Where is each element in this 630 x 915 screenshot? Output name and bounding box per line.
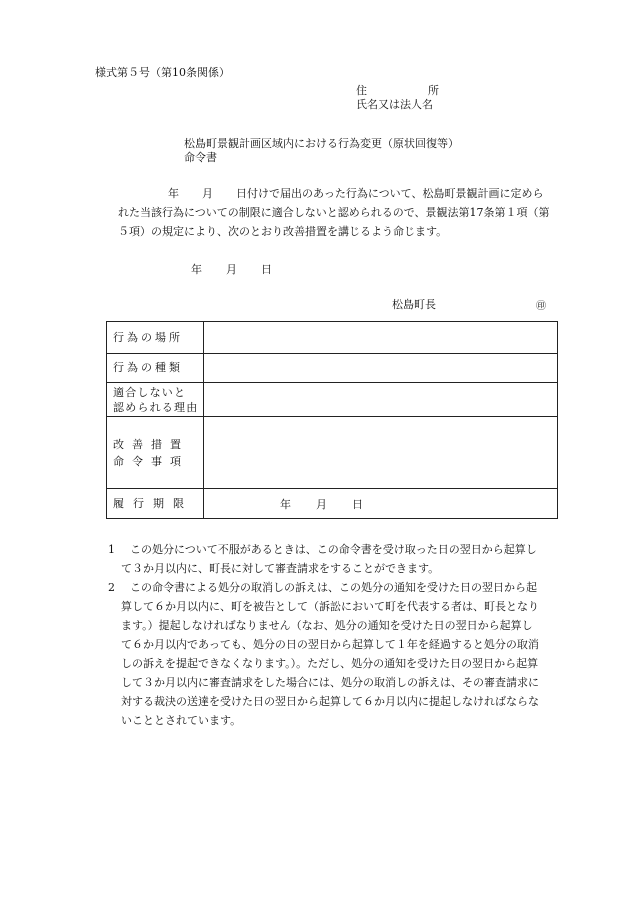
note-1-line-1: この処分について不服があるときは、この命令書を受け取った日の翌日から起算し — [130, 543, 537, 556]
issue-date — [191, 263, 272, 277]
note-2-line-1: この命令書による処分の取消しの訴えは、この処分の通知を受けた日の翌日から起 — [130, 581, 537, 594]
label-place: 行為の場所 — [107, 322, 204, 354]
seal-icon: ㊞ — [536, 301, 546, 312]
issue-date-day: 日 — [261, 263, 272, 276]
body-paragraph-line-3: ５項）の規定により、次のとおり改善措置を講じるよう命じます。 — [118, 225, 448, 238]
value-type[interactable] — [204, 354, 558, 383]
issue-date-year: 年 — [191, 263, 202, 276]
document-title-sub: 命令書 — [184, 151, 217, 164]
value-reason[interactable] — [204, 383, 558, 417]
note-2-line-3: ます。）提起しなければなりません（なお、処分の通知を受けた日の翌日から起算し — [121, 619, 533, 632]
address-label-char-2: 所 — [428, 84, 439, 97]
label-reason-line-2: 認められる理由 — [113, 400, 199, 414]
deadline-month: 月 — [316, 497, 327, 511]
note-2-line-8: いこととされています。 — [121, 714, 242, 727]
form-number: 様式第５号（第10条関係） — [95, 66, 230, 79]
note-2-line-6: して３か月以内に審査請求をした場合には、処分の取消しの訴えは、その審査請求に — [121, 676, 539, 689]
table-row-measures — [107, 417, 558, 489]
table-row-place — [107, 322, 558, 354]
label-reason-line-1: 適合しないと — [113, 385, 187, 399]
body-year: 年 — [168, 187, 179, 200]
name-label: 氏名又は法人名 — [356, 98, 433, 111]
note-1 — [108, 540, 537, 559]
table-row-deadline — [107, 489, 558, 519]
label-measures-line-1: 改善措置 — [113, 437, 189, 451]
body-paragraph-line-1 — [168, 187, 543, 201]
note-1-line-2: て３か月以内に、町長に対して審査請求をすることができます。 — [121, 562, 440, 575]
deadline-date — [204, 496, 557, 512]
mayor-signature: 松島町長 — [392, 298, 436, 311]
value-measures[interactable] — [204, 417, 558, 489]
note-2-number: 2 — [108, 581, 115, 594]
address-label-char-1: 住 — [356, 84, 367, 97]
body-paragraph-line-2: れた当該行為についての制限に適合しないと認められるので、景観法第17条第１項（第 — [118, 206, 550, 219]
table-row-reason — [107, 383, 558, 417]
body-month: 月 — [202, 187, 213, 200]
label-deadline: 履行期限 — [107, 489, 204, 519]
body-line-1-text: 日付けで届出のあった行為について、松島町景観計画に定めら — [236, 187, 544, 200]
label-measures — [107, 417, 204, 489]
value-deadline[interactable] — [204, 489, 558, 519]
note-2-line-5: しの訴えを提起できなくなります。）。ただし、処分の通知を受けた日の翌日から起算 — [121, 657, 539, 670]
document-title: 松島町景観計画区域内における行為変更（原状回復等） — [184, 137, 459, 150]
address-label — [356, 84, 439, 98]
deadline-day: 日 — [352, 497, 363, 511]
note-2-line-4: て６か月以内であっても、処分の日の翌日から起算して１年を経過すると処分の取消 — [121, 638, 539, 651]
label-measures-line-2: 命令事項 — [113, 454, 189, 468]
note-2 — [108, 578, 537, 597]
value-place[interactable] — [204, 322, 558, 354]
order-form-table — [106, 321, 558, 519]
note-1-number: 1 — [108, 543, 115, 556]
note-2-line-7: 対する裁決の送達を受けた日の翌日から起算して６か月以内に提起しなければならな — [121, 695, 539, 708]
label-reason — [107, 383, 204, 417]
issue-date-month: 月 — [226, 263, 237, 276]
label-type: 行為の種類 — [107, 354, 204, 383]
note-2-line-2: 算して６か月以内に、町を被告として（訴訟において町を代表する者は、町長となり — [121, 600, 539, 613]
deadline-year: 年 — [280, 497, 291, 511]
table-row-type — [107, 354, 558, 383]
